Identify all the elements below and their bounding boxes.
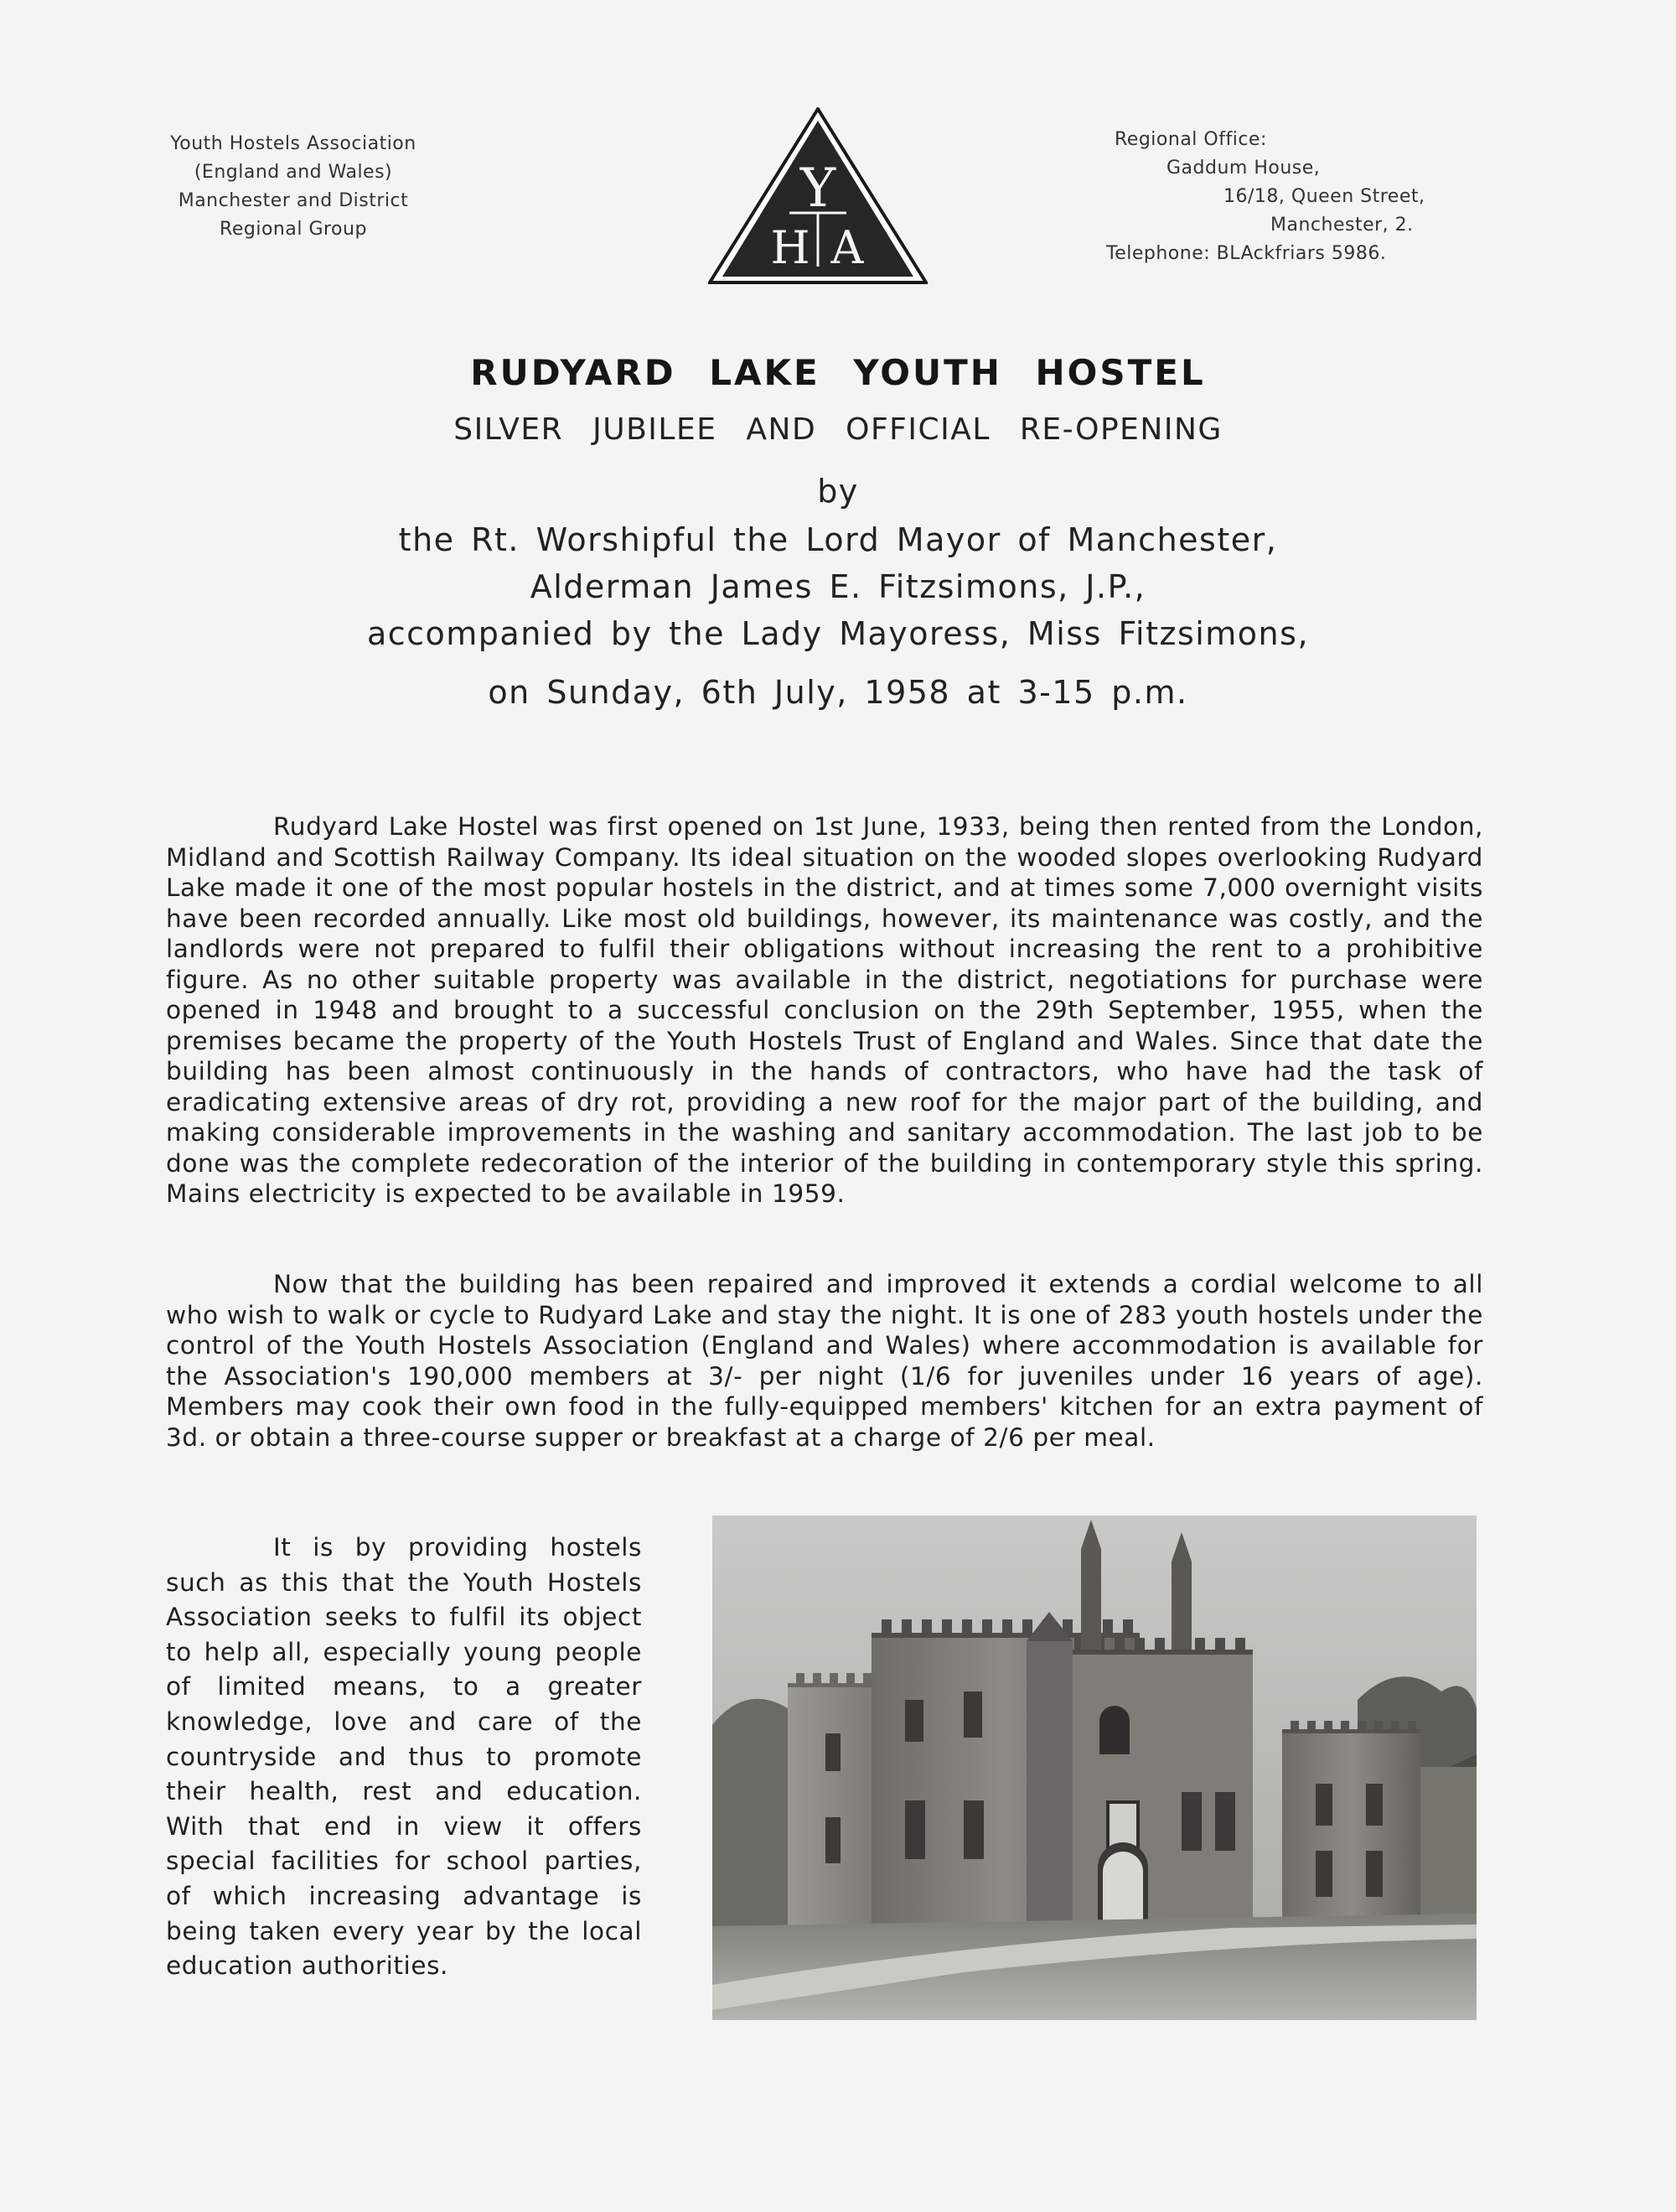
office-street: 16/18, Queen Street, [1223, 186, 1425, 207]
history-paragraph: Rudyard Lake Hostel was first opened on 1st June, 1933, being then rented from the London, Midland and Scottish Railway Company. Its ideal situation on the wooded slopes overlooking Rudyard Lake made it one of the most popular hostels in the district, and at times some 7,000 overnight visits have been recorded annually. Like most old buildings, however, its maintenance was costly, and the landlords were not prepared to fulfil their obligations without increasing the rent to a prohibitive figure. As no other suitable property was available in the district, negotiations for purchase were opened in 1948 and brought to a successful conclusion on the 29th September, 1955, when the premises became the property of the Youth Hostels Trust of England and Wales. Since that date the building has been almost continuously in the hands of contractors, who have had the task of eradicating extensive areas of dry rot, providing a new roof for the major part of the building, and making considerable improvements in the washing and sanitary accommodation. The last job to be done was the complete redecoration of the interior of the building in contemporary style this spring. Mains electricity is expected to be available in 1959. [166, 812, 1483, 1208]
welcome-paragraph: Now that the building has been repaired and improved it extends a cordial welcome to all who wish to walk or cycle to Rudyard Lake and stay the night. It is one of 283 youth hostels under the control of the Youth Hostels Association (England and Wales) where accommodation is available for the Association's 190,000 members at 3/- per night (1/6 for juveniles under 16 years of age). Members may cook their own food in the fully-equipped members' kitchen for an extra payment of 3d. or obtain a three-course supper or breakfast at a charge of 2/6 per meal. [166, 1270, 1483, 1452]
page-title: RUDYARD LAKE YOUTH HOSTEL [470, 352, 1206, 393]
logo-letter-y: Y [799, 158, 836, 220]
hostel-photograph [712, 1515, 1477, 2020]
page-subtitle: SILVER JUBILEE AND OFFICIAL RE-OPENING [453, 412, 1223, 447]
dedication-alderman: Alderman James E. Fitzsimons, J.P., [530, 568, 1146, 605]
office-city: Manchester, 2. [1270, 215, 1414, 236]
regional-office-address [1106, 126, 1500, 268]
yha-logo [708, 107, 928, 285]
office-label: Regional Office: [1115, 129, 1267, 150]
association-region: (England and Wales) [194, 162, 393, 183]
association-name: Youth Hostels Association [170, 133, 416, 154]
purpose-paragraph: It is by providing hostels such as this that the Youth Hostels Association seeks to fulfil its object to help all, especially young people of limited means, to a greater knowledge, love and care of the countryside and thus to promote their health, rest and education. With that end in view it offers special facilities for school parties, of which increasing advantage is being taken every year by the local education authorities. [166, 1533, 642, 1981]
office-telephone: Telephone: BLAckfriars 5986. [1106, 243, 1387, 264]
dedication-mayoress: accompanied by the Lady Mayoress, Miss Fitzsimons, [366, 615, 1310, 652]
association-district: Manchester and District [178, 190, 409, 211]
logo-letter-a: A [830, 221, 864, 274]
association-address [126, 130, 461, 244]
dedication-by: by [817, 473, 859, 510]
dedication-date: on Sunday, 6th July, 1958 at 3-15 p.m. [488, 674, 1188, 711]
association-group: Regional Group [220, 219, 367, 240]
logo-letter-h: H [770, 221, 810, 274]
office-building: Gaddum House, [1166, 158, 1321, 179]
dedication-lord-mayor: the Rt. Worshipful the Lord Mayor of Manchester, [398, 521, 1278, 558]
